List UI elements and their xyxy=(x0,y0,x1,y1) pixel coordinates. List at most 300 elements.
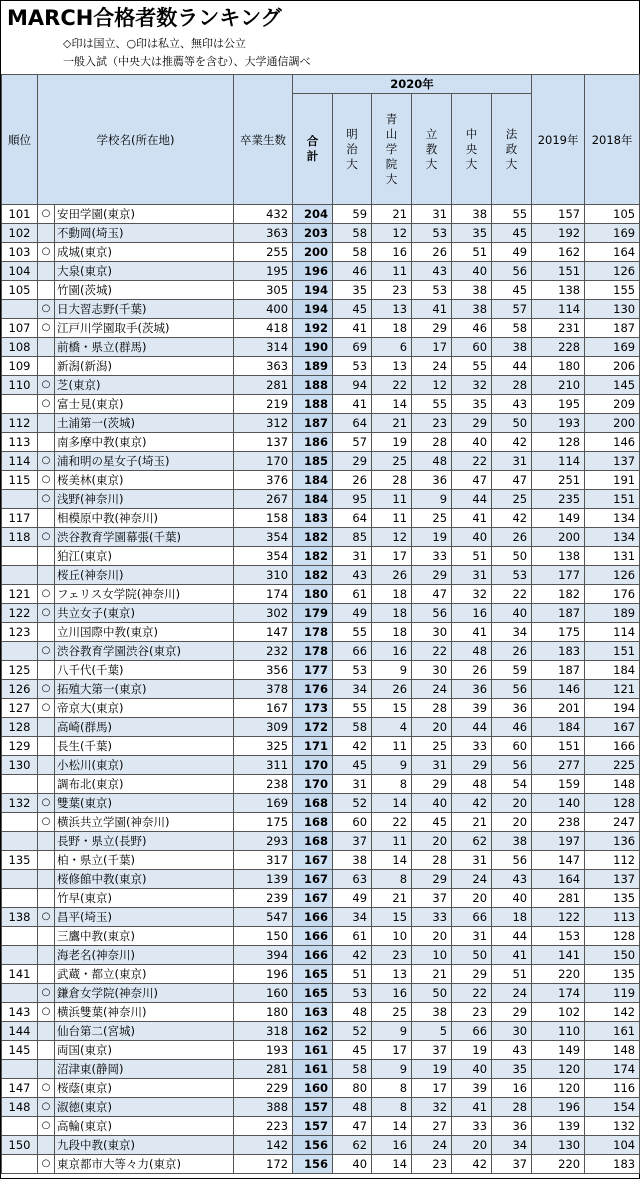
school-name-cell: 小松川(東京) xyxy=(55,756,234,775)
y2019-cell: 197 xyxy=(532,832,585,851)
aoyama-cell: 18 xyxy=(372,319,412,338)
graduates-cell: 376 xyxy=(234,471,293,490)
school-type-mark xyxy=(38,756,55,775)
aoyama-cell: 15 xyxy=(372,699,412,718)
hosei-cell: 44 xyxy=(492,357,532,376)
rikkyo-cell: 33 xyxy=(412,908,452,927)
meiji-cell: 45 xyxy=(333,300,372,319)
graduates-cell: 318 xyxy=(234,1022,293,1041)
graduates-cell: 180 xyxy=(234,1003,293,1022)
hosei-cell: 34 xyxy=(492,623,532,642)
header-aoyama: 青山学院大 xyxy=(372,94,412,205)
rank-cell: 135 xyxy=(2,851,38,870)
school-type-mark: ○ xyxy=(38,528,55,547)
y2019-cell: 153 xyxy=(532,927,585,946)
hosei-cell: 45 xyxy=(492,281,532,300)
table-row xyxy=(2,1117,640,1136)
y2018-cell: 135 xyxy=(585,965,640,984)
total-cell: 194 xyxy=(293,281,333,300)
y2018-cell: 128 xyxy=(585,794,640,813)
rikkyo-cell: 33 xyxy=(412,547,452,566)
meiji-cell: 60 xyxy=(333,813,372,832)
total-cell: 188 xyxy=(293,395,333,414)
school-type-mark xyxy=(38,927,55,946)
hosei-cell: 46 xyxy=(492,718,532,737)
rank-cell: 127 xyxy=(2,699,38,718)
school-name-cell: 安田学園(東京) xyxy=(55,205,234,224)
y2018-cell: 135 xyxy=(585,889,640,908)
rikkyo-cell: 21 xyxy=(412,965,452,984)
table-row xyxy=(2,1155,640,1174)
total-cell: 167 xyxy=(293,851,333,870)
school-type-mark: ○ xyxy=(38,1155,55,1174)
total-cell: 194 xyxy=(293,300,333,319)
rank-cell: 115 xyxy=(2,471,38,490)
y2018-cell: 151 xyxy=(585,490,640,509)
table-row xyxy=(2,984,640,1003)
rikkyo-cell: 28 xyxy=(412,433,452,452)
table-row xyxy=(2,509,640,528)
y2018-cell: 112 xyxy=(585,851,640,870)
chuo-cell: 38 xyxy=(452,281,492,300)
header-year-2020: 2020年 xyxy=(293,75,532,94)
total-cell: 161 xyxy=(293,1041,333,1060)
chuo-cell: 38 xyxy=(452,205,492,224)
chuo-cell: 33 xyxy=(452,737,492,756)
chuo-cell: 55 xyxy=(452,357,492,376)
table-row xyxy=(2,243,640,262)
meiji-cell: 38 xyxy=(333,851,372,870)
school-type-mark xyxy=(38,775,55,794)
hosei-cell: 26 xyxy=(492,642,532,661)
table-row xyxy=(2,471,640,490)
hosei-cell: 43 xyxy=(492,1041,532,1060)
school-type-mark xyxy=(38,870,55,889)
rikkyo-cell: 23 xyxy=(412,414,452,433)
rikkyo-cell: 36 xyxy=(412,471,452,490)
aoyama-cell: 21 xyxy=(372,205,412,224)
rank-cell: 141 xyxy=(2,965,38,984)
school-name-cell: 両国(東京) xyxy=(55,1041,234,1060)
y2019-cell: 110 xyxy=(532,1022,585,1041)
school-type-mark xyxy=(38,433,55,452)
school-type-mark xyxy=(38,851,55,870)
school-name-cell: 鎌倉女学院(神奈川) xyxy=(55,984,234,1003)
y2018-cell: 148 xyxy=(585,1041,640,1060)
hosei-cell: 59 xyxy=(492,661,532,680)
school-name-cell: 浦和明の星女子(埼玉) xyxy=(55,452,234,471)
graduates-cell: 388 xyxy=(234,1098,293,1117)
hosei-cell: 43 xyxy=(492,870,532,889)
hosei-cell: 20 xyxy=(492,813,532,832)
chuo-cell: 40 xyxy=(452,262,492,281)
table-row xyxy=(2,376,640,395)
school-name-cell: 桜美林(東京) xyxy=(55,471,234,490)
graduates-cell: 142 xyxy=(234,1136,293,1155)
school-name-cell: 帝京大(東京) xyxy=(55,699,234,718)
chuo-cell: 42 xyxy=(452,1155,492,1174)
rank-cell: 105 xyxy=(2,281,38,300)
y2018-cell: 154 xyxy=(585,1098,640,1117)
hosei-cell: 55 xyxy=(492,205,532,224)
aoyama-cell: 9 xyxy=(372,1022,412,1041)
school-type-mark: ○ xyxy=(38,490,55,509)
school-name-cell: 土浦第一(茨城) xyxy=(55,414,234,433)
school-type-mark: ○ xyxy=(38,319,55,338)
rikkyo-cell: 29 xyxy=(412,870,452,889)
chuo-cell: 41 xyxy=(452,623,492,642)
total-cell: 170 xyxy=(293,775,333,794)
hosei-cell: 25 xyxy=(492,490,532,509)
meiji-cell: 61 xyxy=(333,585,372,604)
y2018-cell: 128 xyxy=(585,927,640,946)
aoyama-cell: 16 xyxy=(372,243,412,262)
chuo-cell: 40 xyxy=(452,528,492,547)
y2018-cell: 136 xyxy=(585,832,640,851)
y2018-cell: 206 xyxy=(585,357,640,376)
hosei-cell: 42 xyxy=(492,509,532,528)
hosei-cell: 26 xyxy=(492,528,532,547)
aoyama-cell: 14 xyxy=(372,395,412,414)
graduates-cell: 281 xyxy=(234,1060,293,1079)
school-type-mark: ○ xyxy=(38,680,55,699)
school-name-cell: 調布北(東京) xyxy=(55,775,234,794)
aoyama-cell: 12 xyxy=(372,528,412,547)
rikkyo-cell: 25 xyxy=(412,509,452,528)
rikkyo-cell: 12 xyxy=(412,376,452,395)
y2019-cell: 187 xyxy=(532,661,585,680)
school-name-cell: 共立女子(東京) xyxy=(55,604,234,623)
hosei-cell: 40 xyxy=(492,889,532,908)
graduates-cell: 174 xyxy=(234,585,293,604)
rikkyo-cell: 50 xyxy=(412,984,452,1003)
meiji-cell: 45 xyxy=(333,756,372,775)
school-type-mark xyxy=(38,262,55,281)
total-cell: 188 xyxy=(293,376,333,395)
y2019-cell: 200 xyxy=(532,528,585,547)
school-name-cell: 渋谷教育学園幕張(千葉) xyxy=(55,528,234,547)
y2019-cell: 187 xyxy=(532,604,585,623)
school-type-mark: ○ xyxy=(38,395,55,414)
meiji-cell: 51 xyxy=(333,965,372,984)
chuo-cell: 26 xyxy=(452,661,492,680)
chuo-cell: 19 xyxy=(452,1041,492,1060)
meiji-cell: 34 xyxy=(333,908,372,927)
aoyama-cell: 14 xyxy=(372,1117,412,1136)
school-name-cell: 武蔵・都立(東京) xyxy=(55,965,234,984)
rikkyo-cell: 40 xyxy=(412,794,452,813)
y2018-cell: 225 xyxy=(585,756,640,775)
chuo-cell: 31 xyxy=(452,927,492,946)
rank-cell: 130 xyxy=(2,756,38,775)
graduates-cell: 137 xyxy=(234,433,293,452)
y2019-cell: 151 xyxy=(532,737,585,756)
y2018-cell: 209 xyxy=(585,395,640,414)
y2018-cell: 134 xyxy=(585,528,640,547)
total-cell: 168 xyxy=(293,832,333,851)
rank-cell: 143 xyxy=(2,1003,38,1022)
y2019-cell: 151 xyxy=(532,262,585,281)
chuo-cell: 62 xyxy=(452,832,492,851)
school-type-mark xyxy=(38,224,55,243)
aoyama-cell: 11 xyxy=(372,262,412,281)
graduates-cell: 167 xyxy=(234,699,293,718)
school-name-cell: 高崎(群馬) xyxy=(55,718,234,737)
graduates-cell: 311 xyxy=(234,756,293,775)
table-row xyxy=(2,452,640,471)
meiji-cell: 53 xyxy=(333,661,372,680)
table-row xyxy=(2,756,640,775)
graduates-cell: 325 xyxy=(234,737,293,756)
graduates-cell: 158 xyxy=(234,509,293,528)
table-row xyxy=(2,319,640,338)
table-row xyxy=(2,300,640,319)
chuo-cell: 23 xyxy=(452,1003,492,1022)
school-type-mark xyxy=(38,889,55,908)
school-type-mark xyxy=(38,661,55,680)
aoyama-cell: 18 xyxy=(372,604,412,623)
header-rikkyo: 立教大 xyxy=(412,94,452,205)
total-cell: 167 xyxy=(293,870,333,889)
meiji-cell: 53 xyxy=(333,984,372,1003)
meiji-cell: 42 xyxy=(333,737,372,756)
aoyama-cell: 14 xyxy=(372,1155,412,1174)
hosei-cell: 42 xyxy=(492,433,532,452)
table-row xyxy=(2,1079,640,1098)
graduates-cell: 238 xyxy=(234,775,293,794)
meiji-cell: 55 xyxy=(333,699,372,718)
y2019-cell: 149 xyxy=(532,1041,585,1060)
aoyama-cell: 23 xyxy=(372,281,412,300)
total-cell: 173 xyxy=(293,699,333,718)
school-type-mark: ○ xyxy=(38,699,55,718)
school-type-mark xyxy=(38,509,55,528)
total-cell: 176 xyxy=(293,680,333,699)
meiji-cell: 52 xyxy=(333,794,372,813)
rikkyo-cell: 56 xyxy=(412,604,452,623)
school-name-cell: 立川国際中教(東京) xyxy=(55,623,234,642)
school-name-cell: 淑徳(東京) xyxy=(55,1098,234,1117)
aoyama-cell: 18 xyxy=(372,585,412,604)
hosei-cell: 56 xyxy=(492,680,532,699)
table-row xyxy=(2,1060,640,1079)
aoyama-cell: 4 xyxy=(372,718,412,737)
hosei-cell: 54 xyxy=(492,775,532,794)
chuo-cell: 22 xyxy=(452,452,492,471)
meiji-cell: 48 xyxy=(333,1098,372,1117)
rikkyo-cell: 19 xyxy=(412,528,452,547)
chuo-cell: 32 xyxy=(452,376,492,395)
chuo-cell: 48 xyxy=(452,775,492,794)
table-row xyxy=(2,1022,640,1041)
meiji-cell: 63 xyxy=(333,870,372,889)
chuo-cell: 35 xyxy=(452,395,492,414)
graduates-cell: 309 xyxy=(234,718,293,737)
meiji-cell: 48 xyxy=(333,1003,372,1022)
hosei-cell: 56 xyxy=(492,851,532,870)
rikkyo-cell: 31 xyxy=(412,756,452,775)
aoyama-cell: 21 xyxy=(372,414,412,433)
rank-cell: 147 xyxy=(2,1079,38,1098)
rank-cell: 117 xyxy=(2,509,38,528)
hosei-cell: 38 xyxy=(492,338,532,357)
school-type-mark xyxy=(38,1022,55,1041)
school-name-cell: 高輪(東京) xyxy=(55,1117,234,1136)
table-row xyxy=(2,832,640,851)
y2018-cell: 148 xyxy=(585,775,640,794)
total-cell: 163 xyxy=(293,1003,333,1022)
rank-cell xyxy=(2,490,38,509)
table-row xyxy=(2,775,640,794)
y2018-cell: 191 xyxy=(585,471,640,490)
aoyama-cell: 17 xyxy=(372,547,412,566)
total-cell: 156 xyxy=(293,1155,333,1174)
y2018-cell: 137 xyxy=(585,870,640,889)
school-type-mark xyxy=(38,1041,55,1060)
rikkyo-cell: 24 xyxy=(412,680,452,699)
rikkyo-cell: 38 xyxy=(412,1003,452,1022)
table-row xyxy=(2,965,640,984)
aoyama-cell: 14 xyxy=(372,794,412,813)
hosei-cell: 24 xyxy=(492,984,532,1003)
y2018-cell: 130 xyxy=(585,300,640,319)
aoyama-cell: 16 xyxy=(372,984,412,1003)
rank-cell: 104 xyxy=(2,262,38,281)
header-hosei: 法政大 xyxy=(492,94,532,205)
school-name-cell: 八千代(千葉) xyxy=(55,661,234,680)
graduates-cell: 195 xyxy=(234,262,293,281)
total-cell: 182 xyxy=(293,547,333,566)
total-cell: 170 xyxy=(293,756,333,775)
school-type-mark: ○ xyxy=(38,471,55,490)
graduates-cell: 363 xyxy=(234,224,293,243)
rank-cell: 132 xyxy=(2,794,38,813)
y2018-cell: 119 xyxy=(585,984,640,1003)
chuo-cell: 51 xyxy=(452,547,492,566)
rikkyo-cell: 5 xyxy=(412,1022,452,1041)
total-cell: 200 xyxy=(293,243,333,262)
y2018-cell: 131 xyxy=(585,547,640,566)
rank-cell: 101 xyxy=(2,205,38,224)
chuo-cell: 33 xyxy=(452,1117,492,1136)
table-row xyxy=(2,794,640,813)
meiji-cell: 34 xyxy=(333,680,372,699)
total-cell: 185 xyxy=(293,452,333,471)
chuo-cell: 31 xyxy=(452,851,492,870)
y2019-cell: 141 xyxy=(532,946,585,965)
meiji-cell: 35 xyxy=(333,281,372,300)
aoyama-cell: 19 xyxy=(372,433,412,452)
table-row xyxy=(2,357,640,376)
rikkyo-cell: 19 xyxy=(412,1060,452,1079)
page-title: MARCH合格者数ランキング xyxy=(7,6,282,30)
table-row xyxy=(2,870,640,889)
school-type-mark xyxy=(38,547,55,566)
total-cell: 182 xyxy=(293,528,333,547)
hosei-cell: 35 xyxy=(492,1060,532,1079)
table-row xyxy=(2,813,640,832)
meiji-cell: 85 xyxy=(333,528,372,547)
hosei-cell: 16 xyxy=(492,1079,532,1098)
rank-cell xyxy=(2,870,38,889)
rank-cell: 128 xyxy=(2,718,38,737)
y2019-cell: 193 xyxy=(532,414,585,433)
meiji-cell: 57 xyxy=(333,433,372,452)
hosei-cell: 18 xyxy=(492,908,532,927)
rikkyo-cell: 20 xyxy=(412,718,452,737)
ranking-rows xyxy=(2,205,640,1174)
school-type-mark xyxy=(38,338,55,357)
hosei-cell: 57 xyxy=(492,300,532,319)
chuo-cell: 38 xyxy=(452,300,492,319)
y2019-cell: 159 xyxy=(532,775,585,794)
hosei-cell: 53 xyxy=(492,566,532,585)
y2019-cell: 120 xyxy=(532,1060,585,1079)
hosei-cell: 29 xyxy=(492,1003,532,1022)
aoyama-cell: 12 xyxy=(372,224,412,243)
school-name-cell: 江戸川学園取手(茨城) xyxy=(55,319,234,338)
hosei-cell: 58 xyxy=(492,319,532,338)
rikkyo-cell: 31 xyxy=(412,205,452,224)
table-row xyxy=(2,699,640,718)
y2019-cell: 128 xyxy=(532,433,585,452)
rank-cell xyxy=(2,946,38,965)
aoyama-cell: 18 xyxy=(372,623,412,642)
table-row xyxy=(2,908,640,927)
total-cell: 190 xyxy=(293,338,333,357)
y2018-cell: 126 xyxy=(585,262,640,281)
rank-cell: 148 xyxy=(2,1098,38,1117)
chuo-cell: 46 xyxy=(452,319,492,338)
total-cell: 157 xyxy=(293,1098,333,1117)
y2019-cell: 281 xyxy=(532,889,585,908)
rank-cell: 122 xyxy=(2,604,38,623)
y2019-cell: 157 xyxy=(532,205,585,224)
total-cell: 162 xyxy=(293,1022,333,1041)
y2019-cell: 138 xyxy=(532,547,585,566)
total-cell: 184 xyxy=(293,490,333,509)
graduates-cell: 139 xyxy=(234,870,293,889)
chuo-cell: 44 xyxy=(452,718,492,737)
rikkyo-cell: 23 xyxy=(412,1155,452,1174)
y2018-cell: 134 xyxy=(585,509,640,528)
rikkyo-cell: 29 xyxy=(412,319,452,338)
y2019-cell: 140 xyxy=(532,794,585,813)
graduates-cell: 293 xyxy=(234,832,293,851)
chuo-cell: 32 xyxy=(452,585,492,604)
school-type-mark: ○ xyxy=(38,1003,55,1022)
y2018-cell: 167 xyxy=(585,718,640,737)
hosei-cell: 60 xyxy=(492,737,532,756)
graduates-cell: 170 xyxy=(234,452,293,471)
table-row xyxy=(2,1041,640,1060)
chuo-cell: 16 xyxy=(452,604,492,623)
chuo-cell: 42 xyxy=(452,794,492,813)
school-name-cell: 昌平(埼玉) xyxy=(55,908,234,927)
table-row xyxy=(2,338,640,357)
aoyama-cell: 13 xyxy=(372,357,412,376)
y2019-cell: 114 xyxy=(532,300,585,319)
hosei-cell: 43 xyxy=(492,395,532,414)
school-name-cell: 渋谷教育学園渋谷(東京) xyxy=(55,642,234,661)
y2019-cell: 196 xyxy=(532,1098,585,1117)
meiji-cell: 58 xyxy=(333,1060,372,1079)
hosei-cell: 56 xyxy=(492,756,532,775)
chuo-cell: 60 xyxy=(452,338,492,357)
y2018-cell: 113 xyxy=(585,908,640,927)
rikkyo-cell: 47 xyxy=(412,585,452,604)
total-cell: 184 xyxy=(293,471,333,490)
